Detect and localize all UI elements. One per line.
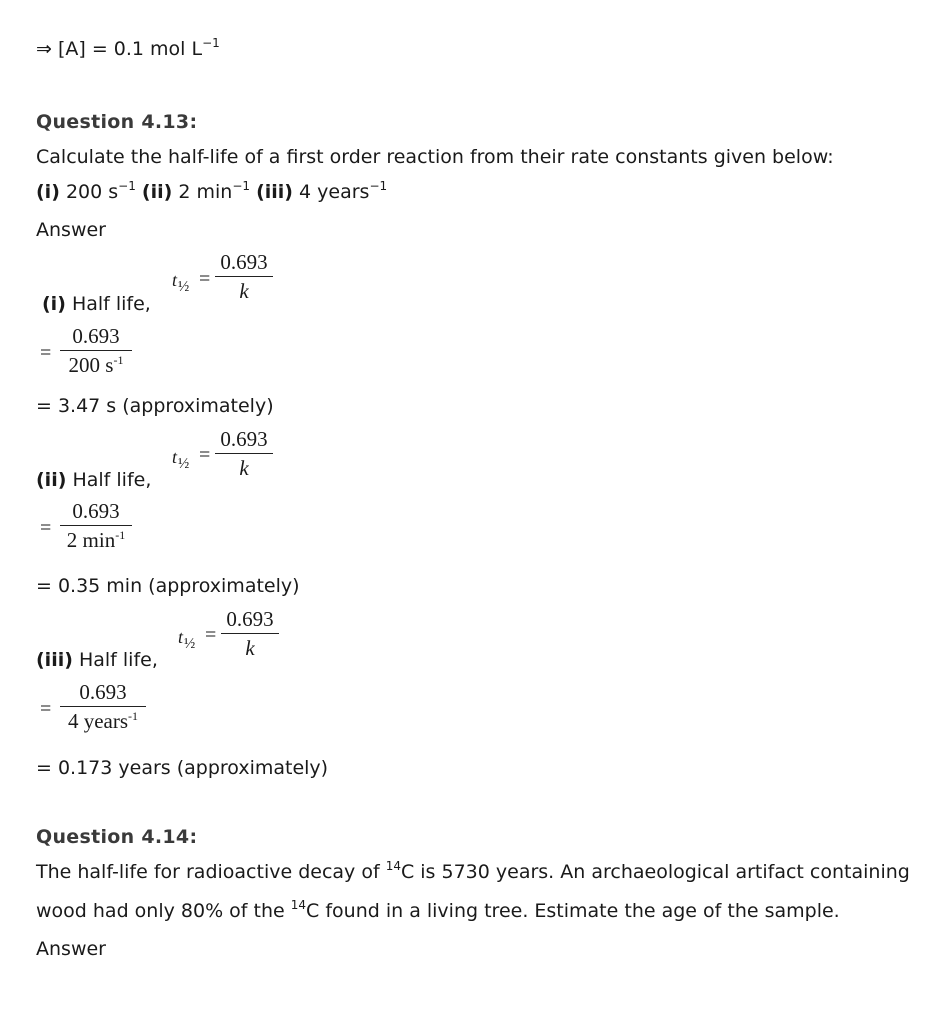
half-life-symbol-ii: $t_{\frac{1}{2}}$ xyxy=(172,447,190,472)
part-iii-value: 4 years xyxy=(299,181,370,203)
part-ii-heading: (ii) Half life, xyxy=(36,469,152,491)
result-iii: = 0.173 years (approximately) xyxy=(36,757,329,779)
half-life-formula-iii: 0.693 k xyxy=(221,607,279,660)
equals-sign-i: = xyxy=(199,268,211,290)
part-i-value: 200 s xyxy=(65,181,119,203)
implies-arrow: ⇒ xyxy=(36,38,52,60)
result-line-concentration xyxy=(36,36,220,60)
formula-numerator: 0.693 xyxy=(220,250,268,274)
half-life-formula-i xyxy=(215,250,273,303)
part-i-heading: (i) Half life, xyxy=(42,293,151,315)
part-ii-label: (ii) xyxy=(141,181,173,203)
isotope-mass-number: 14 xyxy=(290,898,307,912)
part-i-label: (i) xyxy=(36,181,60,203)
answer-label-4-13: Answer xyxy=(36,219,106,241)
isotope-mass-number: 14 xyxy=(385,859,401,873)
fraction-bar xyxy=(215,276,273,277)
half-life-symbol-i: $t_{\frac{1}{2}}$ xyxy=(172,270,190,295)
question-4-14-line-2: wood had only 80% of the $^{14}$C found in a living tree. Estimate the age of the sample. xyxy=(36,898,840,922)
part-ii-value: 2 min xyxy=(178,181,233,203)
question-4-13-title: Question 4.13: xyxy=(36,111,198,133)
half-life-symbol-iii: $t_{\frac{1}{2}}$ xyxy=(178,627,196,652)
concentration-text: [A] = 0.1 mol L xyxy=(57,38,203,60)
part-iii-exponent: −1 xyxy=(369,179,388,193)
result-i: = 3.47 s (approximately) xyxy=(36,395,274,417)
substitution-iii: 0.693 4 years$^{-1}$ xyxy=(60,680,146,733)
equals-sign-ii: = xyxy=(199,444,211,466)
result-ii: = 0.35 min (approximately) xyxy=(36,575,300,597)
substitution-i-denominator: 200 $s^{-1}$ xyxy=(68,353,124,378)
part-iii-heading: (iii) Half life, xyxy=(36,649,158,671)
substitution-i xyxy=(60,324,132,377)
fraction-bar xyxy=(60,350,132,351)
substitution-i-numerator: 0.693 xyxy=(72,324,120,348)
equals-sign-iii-sub: = xyxy=(40,698,52,720)
formula-denominator: k xyxy=(239,279,249,304)
question-4-13-prompt: Calculate the half-life of a first order reaction from their rate constants given below: xyxy=(36,146,834,168)
part-ii-exponent: −1 xyxy=(232,179,251,193)
equals-sign-i-sub: = xyxy=(40,342,52,364)
half-life-formula-ii: 0.693 k xyxy=(215,427,273,480)
part-iii-label: (iii) xyxy=(256,181,293,203)
question-4-13-parts xyxy=(36,179,388,203)
equals-sign-iii: = xyxy=(205,624,217,646)
substitution-ii: 0.693 2 $\min^{-1}$ xyxy=(60,499,132,552)
equals-sign-ii-sub: = xyxy=(40,517,52,539)
part-i-exponent: −1 xyxy=(118,179,136,193)
question-4-14-line-1: The half-life for radioactive decay of $^{14}$C is 5730 years. An archaeological artifact containing xyxy=(36,859,910,883)
question-4-14-title: Question 4.14: xyxy=(36,826,198,848)
concentration-exponent: −1 xyxy=(202,36,220,50)
answer-label-4-14: Answer xyxy=(36,938,106,960)
